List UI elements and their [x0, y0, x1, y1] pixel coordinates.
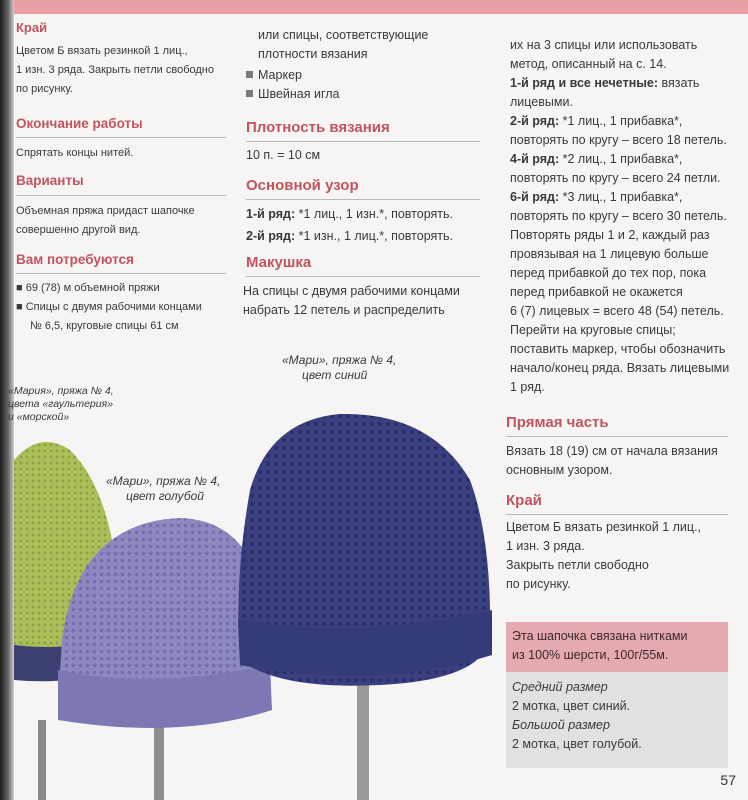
- crown-text: [243, 282, 460, 320]
- repeat-line: перед прибавкой не окажется: [510, 285, 683, 299]
- divider: [246, 199, 480, 200]
- row-line: [510, 74, 729, 93]
- gauge-title: Плотность вязания: [246, 119, 390, 136]
- main-pattern-title: Основной узор: [246, 177, 359, 194]
- bullet-text: Маркер: [258, 68, 302, 82]
- pattern-row: [246, 227, 453, 246]
- needed-line: № 6,5, круговые спицы 61 см: [30, 320, 179, 332]
- sizes-text: [512, 678, 642, 754]
- intro-line: метод, описанный на с. 14.: [510, 57, 667, 71]
- row-label: 2-й ряд:: [510, 114, 560, 128]
- variants-title: Варианты: [16, 173, 84, 188]
- repeat-line: 1 ряд.: [510, 380, 545, 394]
- row-cont: повторять по кругу – всего 24 петли.: [510, 171, 721, 185]
- sizes-box: [506, 672, 728, 768]
- caption-line: и «морской»: [8, 411, 70, 423]
- finish-text: [16, 144, 133, 163]
- needed-line: ■ 69 (78) м объемной пряжи: [16, 282, 160, 294]
- repeat-line: перед прибавкой до тех пор, пока: [510, 266, 707, 280]
- caption-line: цвет голубой: [126, 489, 204, 503]
- middle-top-text: [258, 26, 428, 64]
- top-color-bar: [0, 0, 748, 14]
- row-line: [510, 112, 729, 131]
- caption-line: «Мария», пряжа № 4,: [8, 385, 114, 397]
- size-label: Средний размер: [512, 680, 608, 694]
- size-label: Большой размер: [512, 718, 610, 732]
- yarn-info-line: из 100% шерсти, 100г/55м.: [512, 648, 669, 662]
- edge-line: 1 изн. 3 ряда.: [506, 539, 585, 553]
- main-pattern-rows: [246, 205, 453, 246]
- row-label: 4-й ряд:: [510, 152, 560, 166]
- row-text: *3 лиц., 1 прибавка*,: [559, 190, 683, 204]
- right-intro: [510, 36, 697, 74]
- row-line: [510, 188, 729, 207]
- finish-title: Окончание работы: [16, 116, 143, 131]
- caption-line: «Мари», пряжа № 4,: [106, 474, 221, 488]
- row-text: вязать: [658, 76, 700, 90]
- needed-text: [16, 279, 202, 336]
- divider: [16, 137, 226, 138]
- variants-line: совершенно другой вид.: [16, 224, 141, 236]
- left-edge-title: Край: [16, 20, 48, 35]
- straight-line: Вязать 18 (19) см от начала вязания: [506, 444, 718, 458]
- right-edge-text: [506, 518, 701, 594]
- left-edge-text: [16, 42, 214, 99]
- row-text: *1 лиц., 1 прибавка*,: [559, 114, 683, 128]
- yarn-info-box: [506, 622, 728, 672]
- divider: [246, 276, 480, 277]
- crown-line: набрать 12 петель и распределить: [243, 303, 445, 317]
- bullet-text: Швейная игла: [258, 87, 340, 101]
- edge-line: по рисунку.: [506, 577, 571, 591]
- caption-line: цвета «гаультерия»: [8, 398, 114, 410]
- size-amount: 2 мотка, цвет голубой.: [512, 737, 642, 751]
- variants-text: [16, 202, 195, 240]
- repeat-line: Перейти на круговые спицы;: [510, 323, 676, 337]
- gauge-text: 10 п. = 10 см: [246, 148, 321, 162]
- left-edge-line: Цветом Б вязать резинкой 1 лиц.,: [16, 45, 188, 57]
- crown-line: На спицы с двумя рабочими концами: [243, 284, 460, 298]
- page-number: 57: [720, 772, 736, 788]
- divider: [506, 514, 728, 515]
- bullet-item: [246, 85, 340, 104]
- row-line: [510, 150, 729, 169]
- caption-left: [8, 385, 114, 424]
- repeat-line: начало/конец ряда. Вязать лицевыми: [510, 361, 730, 375]
- left-edge-line: 1 изн. 3 ряда. Закрыть петли свободно: [16, 64, 214, 76]
- row-text: *1 изн., 1 лиц.*, повторять.: [295, 229, 453, 243]
- crown-title: Макушка: [246, 254, 312, 271]
- pattern-row: [246, 205, 453, 224]
- middle-top-line: плотности вязания: [258, 47, 368, 61]
- repeat-line: 6 (7) лицевых = всего 48 (54) петель.: [510, 304, 724, 318]
- row-text: *1 лиц., 1 изн.*, повторять.: [295, 207, 453, 221]
- left-edge-line: по рисунку.: [16, 83, 73, 95]
- divider: [16, 273, 226, 274]
- row-label: 2-й ряд:: [246, 229, 296, 243]
- yarn-info-line: Эта шапочка связана нитками: [512, 629, 688, 643]
- row-label: 1-й ряд:: [246, 207, 296, 221]
- intro-line: их на 3 спицы или использовать: [510, 38, 698, 52]
- divider: [16, 195, 226, 196]
- edge-line: Цветом Б вязать резинкой 1 лиц.,: [506, 520, 702, 534]
- repeat-line: провязывая на 1 лицевую больше: [510, 247, 709, 261]
- divider: [246, 141, 480, 142]
- right-edge-title: Край: [506, 492, 542, 509]
- bullet-icon: [246, 71, 253, 78]
- repeat-line: поставить маркер, чтобы обозначить: [510, 342, 726, 356]
- row-text: *2 лиц., 1 прибавка*,: [559, 152, 683, 166]
- right-rows: [510, 74, 729, 397]
- row-cont: повторять по кругу – всего 30 петель.: [510, 209, 727, 223]
- needed-title: Вам потребуются: [16, 252, 134, 267]
- row-label: 6-й ряд:: [510, 190, 560, 204]
- straight-line: основным узором.: [506, 463, 613, 477]
- bullet-item: [246, 66, 340, 85]
- row-cont: повторять по кругу – всего 18 петель.: [510, 133, 727, 147]
- variants-line: Объемная пряжа придаст шапочке: [16, 205, 195, 217]
- middle-top-line: или спицы, соответствующие: [258, 28, 429, 42]
- divider: [506, 436, 728, 437]
- bullet-list: [246, 66, 340, 104]
- size-amount: 2 мотка, цвет синий.: [512, 699, 631, 713]
- caption-line: «Мари», пряжа № 4,: [282, 353, 397, 367]
- needed-line: ■ Спицы с двумя рабочими концами: [16, 301, 202, 313]
- finish-line: Спрятать концы нитей.: [16, 147, 134, 159]
- straight-text: [506, 442, 718, 480]
- caption-right: [282, 353, 396, 383]
- edge-line: Закрыть петли свободно: [506, 558, 649, 572]
- caption-line: цвет синий: [302, 368, 368, 382]
- straight-title: Прямая часть: [506, 414, 609, 431]
- yarn-info-text: [512, 627, 688, 665]
- caption-middle: [106, 474, 220, 504]
- row-cont: лицевыми.: [510, 95, 573, 109]
- row-label: 1-й ряд и все нечетные:: [510, 76, 659, 90]
- bullet-icon: [246, 90, 253, 97]
- repeat-line: Повторять ряды 1 и 2, каждый раз: [510, 228, 710, 242]
